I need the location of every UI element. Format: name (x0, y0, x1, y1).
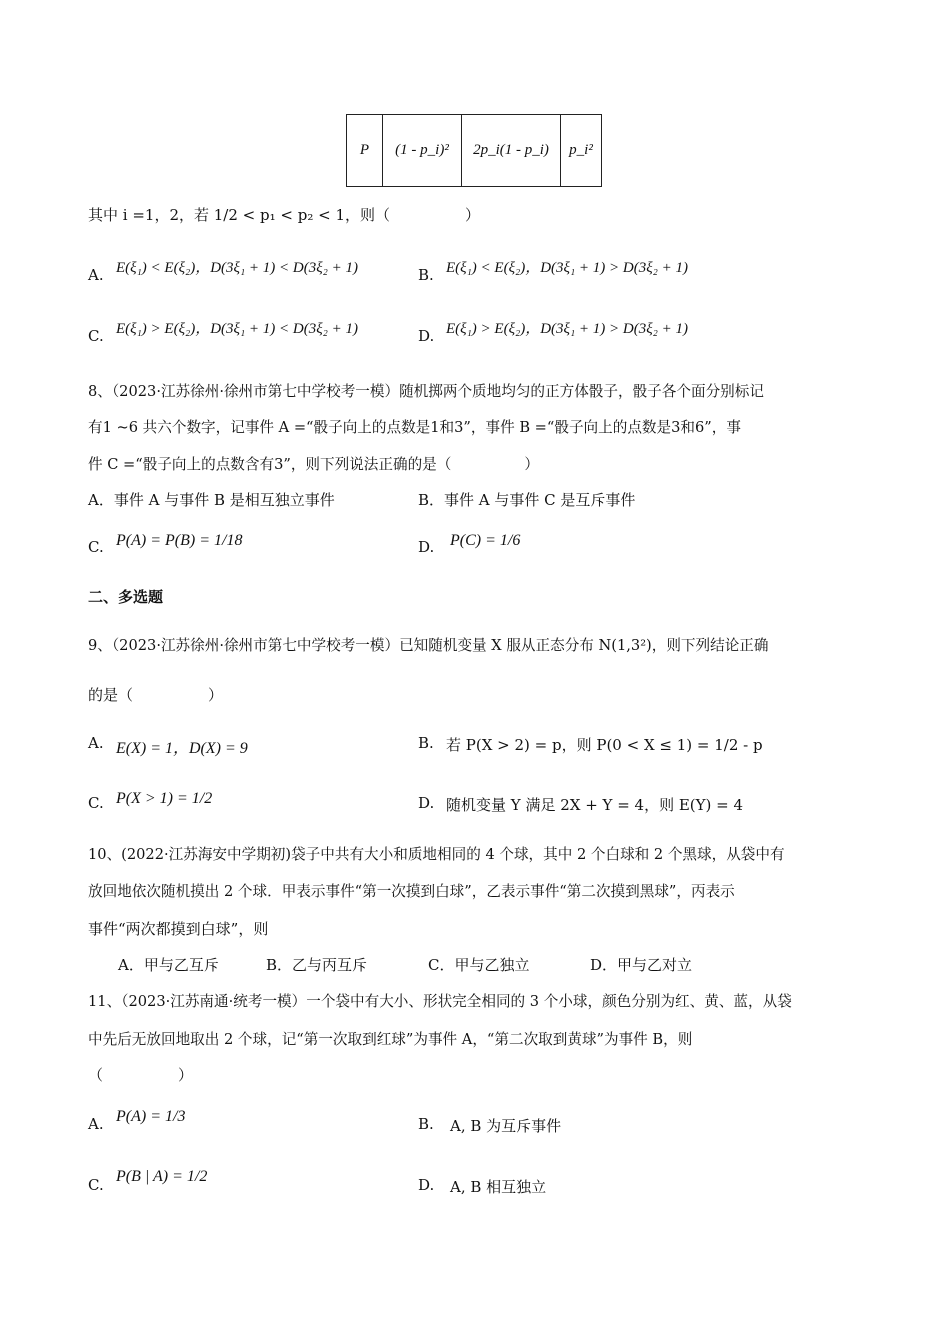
q8-option-c-label: C. (88, 538, 104, 556)
q9-option-a: E(X) = 1，D(X) = 9 (116, 740, 248, 757)
q11-option-a: P(A) = 1/3 (116, 1108, 186, 1125)
q9-line1: 9、（2023·江苏徐州·徐州市第七中学校考一模）已知随机变量 X 服从正态分布 N(1,3²)，则下列结论正确 (88, 637, 769, 654)
q7-option-d-label: D. (418, 327, 435, 345)
q8-line3: 件 C =“骰子向上的点数含有3”，则下列说法正确的是（ ） (88, 456, 539, 473)
q11-option-c: P(B | A) = 1/2 (116, 1168, 208, 1185)
q9-option-a-label: A. (88, 734, 104, 752)
q9-option-b: 若 P(X > 2) = p，则 P(0 < X ≤ 1) = 1/2 - p (446, 736, 763, 754)
q10-line1: 10、(2022·江苏海安中学期初)袋子中共有大小和质地相同的 4 个球，其中 2 个白球和 2 个黑球，从袋中有 (88, 846, 785, 863)
table-row-label: P (347, 115, 383, 187)
q7-option-d: E(ξ₁) > E(ξ₂)，D(3ξ₁ + 1) > D(3ξ₂ + 1) (446, 321, 688, 337)
q8-line2: 有1 ~6 共六个数字，记事件 A =“骰子向上的点数是1和3”，事件 B =“骰子向上的点数是3和6”，事 (88, 419, 741, 436)
q8-option-d-label: D. (418, 538, 435, 556)
q7-option-c: E(ξ₁) > E(ξ₂)，D(3ξ₁ + 1) < D(3ξ₂ + 1) (116, 321, 358, 337)
table-cell: p_i² (561, 115, 602, 187)
q11-line1: 11、（2023·江苏南通·统考一模）一个袋中有大小、形状完全相同的 3 个小球，颜色分别为红、黄、蓝，从袋 (88, 993, 792, 1010)
q9-option-d-label: D. (418, 794, 435, 812)
q7-option-b: E(ξ₁) < E(ξ₂)，D(3ξ₁ + 1) > D(3ξ₂ + 1) (446, 260, 688, 276)
q7-option-a-label: A. (88, 266, 104, 284)
q9-option-c-label: C. (88, 794, 104, 812)
q10-option-b: B．乙与丙互斥 (266, 956, 368, 974)
q11-line2: 中先后无放回地取出 2 个球，记“第一次取到红球”为事件 A，“第二次取到黄球”为事件 B，则 (88, 1031, 693, 1048)
q11-option-a-label: A. (88, 1115, 104, 1133)
q7-stem: 其中 i =1，2，若 1/2 < p₁ < p₂ < 1，则（ ） (88, 206, 480, 224)
q7-option-b-label: B. (418, 266, 434, 284)
section-title: 二、多选题 (88, 588, 164, 606)
q10-option-a: A．甲与乙互斥 (118, 956, 219, 974)
q9-option-d: 随机变量 Y 满足 2X + Y = 4，则 E(Y) = 4 (446, 796, 744, 814)
q8-option-a: A．事件 A 与事件 B 是相互独立事件 (88, 491, 335, 509)
q8-option-b: B．事件 A 与事件 C 是互斥事件 (418, 491, 636, 509)
q9-option-b-label: B. (418, 734, 434, 752)
distribution-table (346, 114, 602, 187)
q11-option-d: A, B 相互独立 (450, 1178, 547, 1196)
q9-option-c: P(X > 1) = 1/2 (116, 790, 213, 807)
q9-line2: 的是（ ） (88, 686, 224, 704)
q10-line3: 事件“两次都摸到白球”，则 (88, 920, 269, 938)
q11-line3: （ ） (88, 1066, 194, 1084)
q11-option-b: A, B 为互斥事件 (450, 1117, 562, 1135)
q11-option-b-label: B. (418, 1115, 434, 1133)
table-cell: 2p_i(1 - p_i) (462, 115, 561, 187)
q8-option-c: P(A) = P(B) = 1/18 (116, 532, 243, 549)
q10-option-c: C．甲与乙独立 (428, 956, 530, 974)
q8-line1: 8、（2023·江苏徐州·徐州市第七中学校考一模）随机掷两个质地均匀的正方体骰子，骰子各个面分别标记 (88, 383, 764, 400)
q7-option-c-label: C. (88, 327, 104, 345)
q11-option-c-label: C. (88, 1176, 104, 1194)
table-cell: (1 - p_i)² (383, 115, 462, 187)
q11-option-d-label: D. (418, 1176, 435, 1194)
q7-option-a: E(ξ₁) < E(ξ₂)，D(3ξ₁ + 1) < D(3ξ₂ + 1) (116, 260, 358, 276)
q8-option-d: P(C) = 1/6 (450, 532, 521, 549)
q10-line2: 放回地依次随机摸出 2 个球．甲表示事件“第一次摸到白球”，乙表示事件“第二次摸到黑球”，丙表示 (88, 883, 735, 900)
q10-option-d: D．甲与乙对立 (590, 956, 693, 974)
